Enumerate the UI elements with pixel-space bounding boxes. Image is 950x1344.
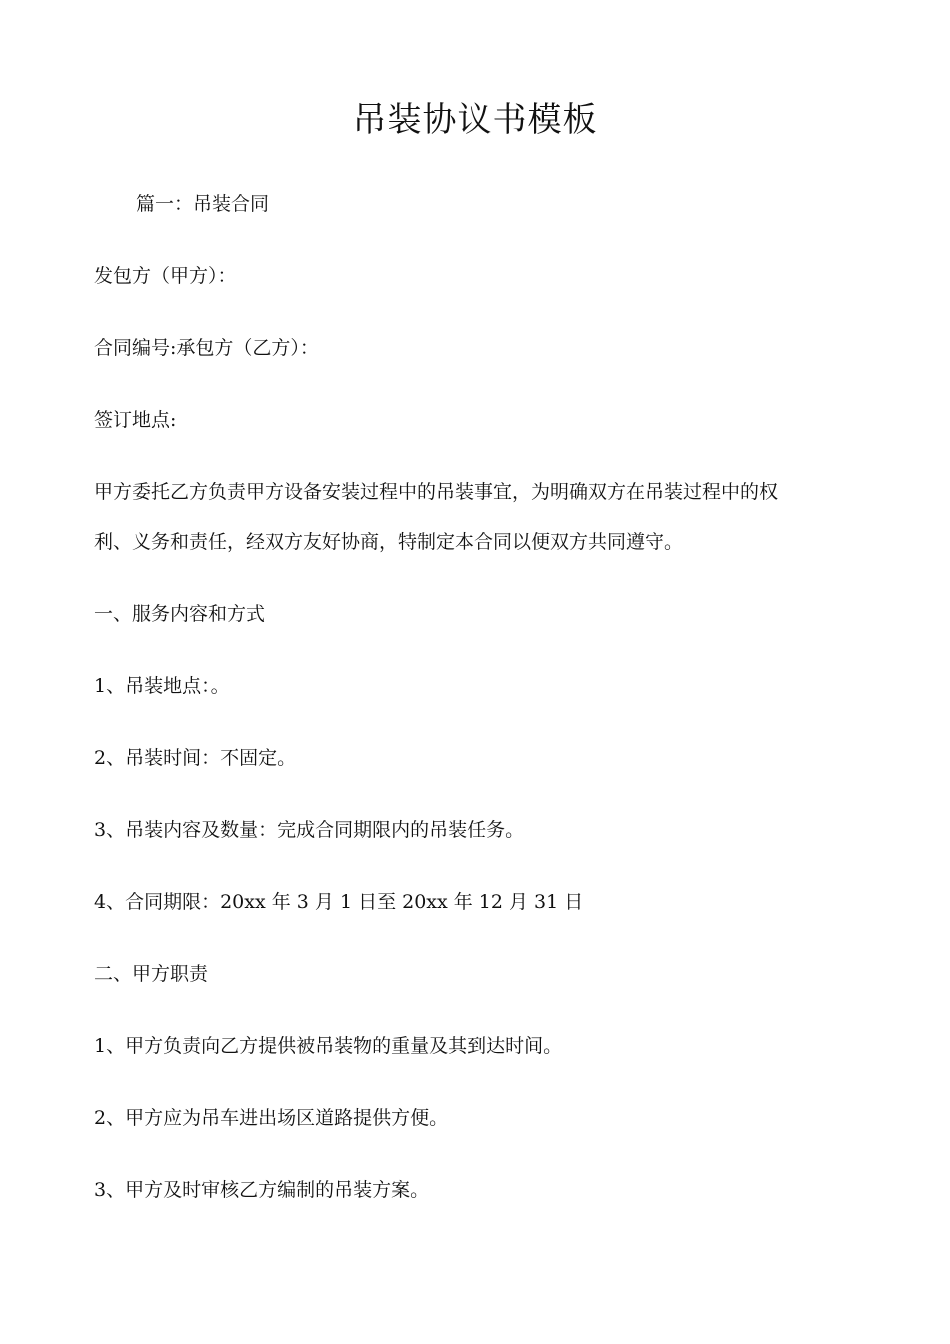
clause-lifting-location: 1、吊装地点：。 (94, 675, 230, 697)
duty-clause-3: 3、甲方及时审核乙方编制的吊装方案。 (94, 1179, 430, 1201)
section-heading-service: 一、服务内容和方式 (94, 603, 266, 625)
section-heading-party-a-duties: 二、甲方职责 (94, 963, 209, 985)
clause-lifting-content: 3、吊装内容及数量：完成合同期限内的吊装任务。 (94, 819, 525, 841)
party-a-line: 发包方（甲方）： (94, 265, 237, 287)
signing-location-line: 签订地点: (94, 409, 177, 431)
intro-paragraph-line-1: 甲方委托乙方负责甲方设备安装过程中的吊装事宜，为明确双方在吊装过程中的权 (94, 481, 779, 503)
duty-clause-2: 2、甲方应为吊车进出场区道路提供方便。 (94, 1107, 449, 1129)
section-heading-part-one: 篇一：吊装合同 (136, 193, 270, 215)
intro-paragraph-line-2: 利、义务和责任，经双方友好协商，特制定本合同以便双方共同遵守。 (94, 531, 684, 553)
duty-clause-1: 1、甲方负责向乙方提供被吊装物的重量及其到达时间。 (94, 1035, 563, 1057)
clause-contract-term: 4、合同期限：20xx 年 3 月 1 日至 20xx 年 12 月 31 日 (94, 891, 584, 913)
contract-number-party-b-line: 合同编号:承包方（乙方）： (94, 337, 319, 359)
document-title: 吊装协议书模板 (352, 100, 598, 140)
clause-lifting-time: 2、吊装时间：不固定。 (94, 747, 297, 769)
